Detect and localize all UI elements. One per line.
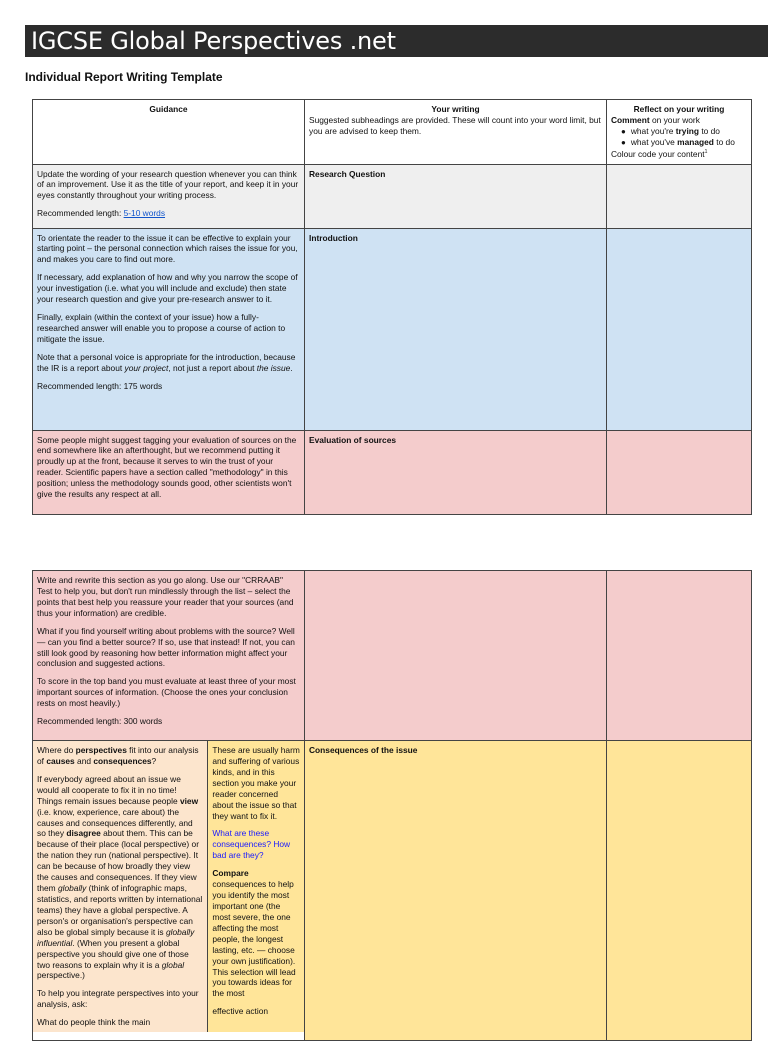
site-title: IGCSE Global Perspectives .net <box>31 27 396 55</box>
consequences-reflect-cell[interactable] <box>607 741 752 1041</box>
colour-code-note: Colour code your content$^1$ <box>611 148 708 159</box>
sources-reflect-cell[interactable] <box>607 430 752 514</box>
introduction-writing-cell[interactable] <box>305 228 607 430</box>
consequences-guidance-detail: These are usually harm and suffering of various kinds, and in this section you make your reader concerned about the issue so that they want to fix it. What are these consequences? How bad are they? Compare consequences to help you identify the most important one (the most severe, the one affecting the most people, the longest lasting, etc. — choose your own justification). This selection will lead you towards ideas for the most effective action <box>208 741 304 1032</box>
template-table-page2 <box>32 570 752 1041</box>
your-writing-header <box>305 100 607 165</box>
reflect-bullet-managed: ● what you've managed to do <box>621 137 747 148</box>
consequences-subheading: Consequences of the issue <box>309 745 418 755</box>
consequences-questions: What are these consequences? How bad are they? <box>212 828 291 861</box>
research-reflect-cell[interactable] <box>607 164 752 228</box>
site-banner <box>25 25 768 57</box>
your-writing-title: Your writing <box>431 104 480 114</box>
consequences-row <box>33 741 752 1041</box>
footnote-marker: 1 <box>704 148 708 155</box>
introduction-subheading: Introduction <box>309 232 358 243</box>
reflect-comment: Comment on your work <box>611 114 700 125</box>
introduction-reflect-cell[interactable] <box>607 228 752 430</box>
reflect-bullet-trying: ● what you're trying to do <box>621 126 747 137</box>
research-guidance: Update the wording of your research question whenever you can think of an improvement. Use it as the title of your report, and keep it in your eyes constantly throughout your writing process. Recommended length: 5-10 words <box>33 164 305 228</box>
introduction-row <box>33 228 752 430</box>
your-writing-note: Suggested subheadings are provided. These will count into your word limit, but you are advised to keep them. <box>309 114 601 136</box>
consequences-writing-cell[interactable] <box>305 741 607 1041</box>
sources-guidance: Some people might suggest tagging your evaluation of sources on the end somewhere like an afterthought, but we recommend putting it proudly up at the front, because it serves to win the trust of your reader. Scientific papers have a section called "methodology" in this position; unless the methodology sounds good, other scientists won't give the results any respect at all. <box>33 430 305 514</box>
sources-continued-row <box>33 571 752 741</box>
header-row <box>33 100 752 165</box>
reflect-title: Reflect on your writing <box>633 104 725 114</box>
guidance-header: Guidance <box>33 100 305 165</box>
document-title: Individual Report Writing Template <box>25 70 223 84</box>
sources-subheading: Evaluation of sources <box>309 434 397 445</box>
reflect-header <box>607 100 752 165</box>
research-writing-cell[interactable] <box>305 164 607 228</box>
sources-writing-cell[interactable] <box>305 430 607 514</box>
reflect-bullets <box>611 126 747 149</box>
sources-continued-reflect-cell[interactable] <box>607 571 752 741</box>
sources-continued-writing-cell[interactable] <box>305 571 607 741</box>
research-question-row <box>33 164 752 228</box>
sources-continued-guidance: Write and rewrite this section as you go along. Use our "CRRAAB" Test to help you, but don't run mindlessly through the list – select the points that best help you reassure your reader that your sources (and thus your information) are credible. What if you find yourself writing about problems with the source? Well — can you find a better source? If so, use that instead! If not, you can still look good by reasoning how better information might affect your conclusion and suggested actions. To score in the top band you must evaluate at least three of your most important sources of information. (Choose the ones your conclusion rests on most heavily.) Recommended length: 300 words <box>33 571 305 741</box>
introduction-guidance: To orientate the reader to the issue it can be effective to explain your starting point – the personal connection which raises the issue for you, and makes you care to find out more. If necessary, add explanation of how and why you narrow the scope of your investigation (i.e. what you will include and exclude) then state your research question and give your pre-research answer to it. Finally, explain (within the context of your issue) how a fully-researched answer will enable you to propose a course of action to mitigate the issue. Note that a personal voice is appropriate for the introduction, because the IR is a report about your project, not just a report about the issue. Recommended length: 175 words <box>33 228 305 430</box>
consequences-guidance <box>33 741 305 1041</box>
template-table-page1 <box>32 99 752 515</box>
sources-row <box>33 430 752 514</box>
recommended-length-link[interactable]: 5-10 words <box>123 208 166 219</box>
perspectives-guidance: Where do perspectives fit into our analysis of causes and consequences? If everybody agreed about an issue we would all cooperate to fix it in no time! Things remain issues because people view (i.e. know, experience, care about) the causes and consequences differently, and so they disagree about them. This can be because of their place (local perspective) or the nation they run (national perspective). It can be because of how broadly they view the causes and consequences. If they view them globally (think of infographic maps, statistics, and reports written by international teams) they have a global perspective. A person's or organisation's perspective can also be global simply because it is globally influential. (When you present a global perspective you should give one of those two reasons to explain why it is a global perspective.) To help you integrate perspectives into your analysis, ask: What do people think the main <box>33 741 208 1032</box>
research-question-subheading: Research Question <box>309 168 386 179</box>
